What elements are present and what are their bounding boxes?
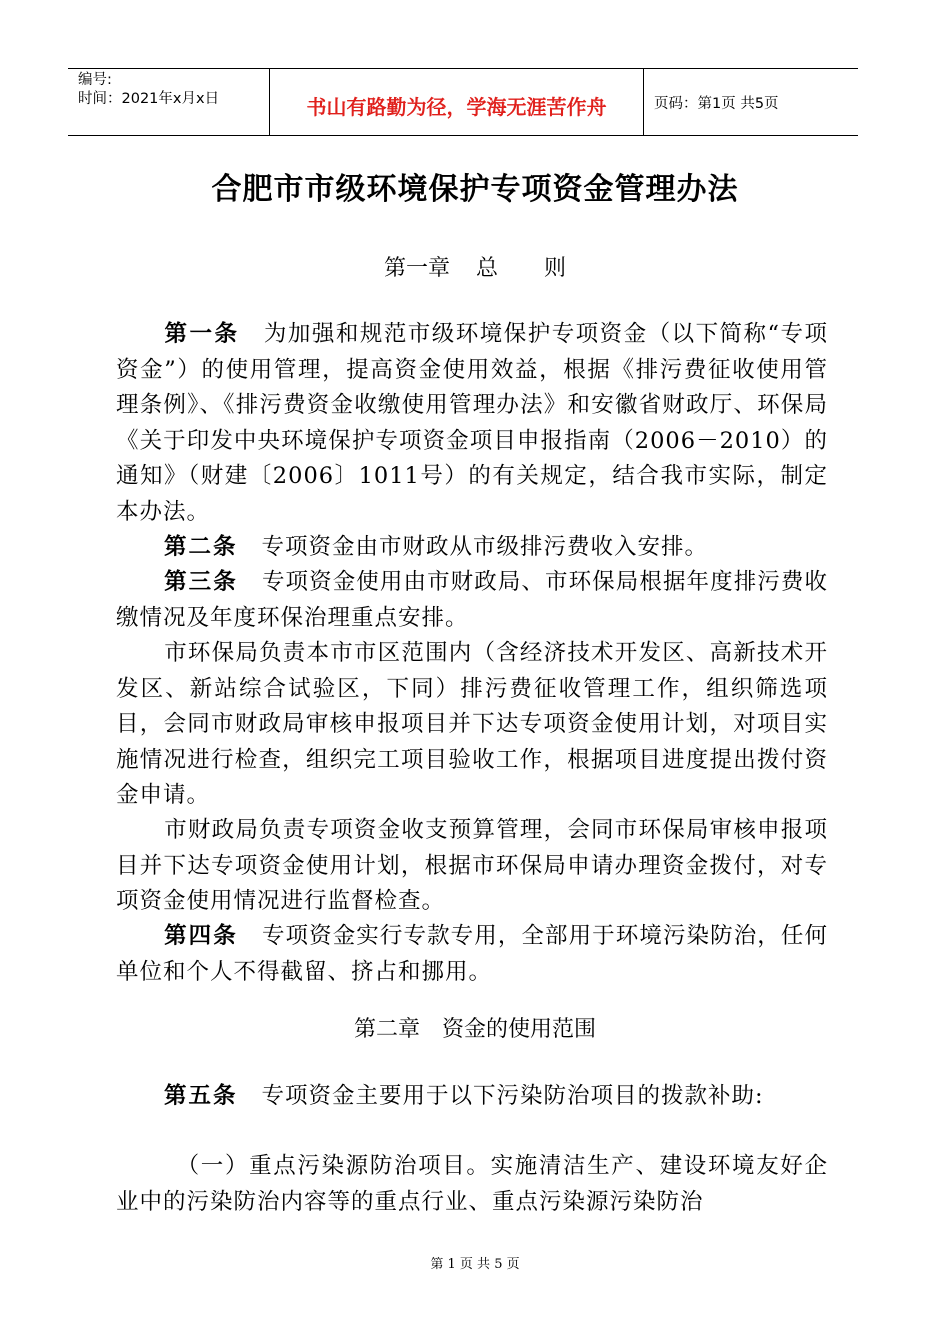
- article-2-label: 第二条: [164, 534, 238, 560]
- chapter-1-heading: [0, 251, 950, 282]
- article-4: [116, 919, 828, 990]
- chapter-1-char-2: 则: [544, 256, 567, 281]
- article-3-p2-text: 市环保局负责本市市区范围内（含经济技术开发区、高新技术开发区、新站综合试验区，下同）排污费征收管理工作，组织筛选项目，会同市财政局审核申报项目并下达专项资金使用计划，对项目实施情况进行检查，组织完工项目验收工作，根据项目进度提出拨付资金申请。: [116, 640, 828, 808]
- header-meta: [68, 69, 270, 135]
- article-2-text: 专项资金由市财政从市级排污费收入安排。: [261, 534, 709, 560]
- chapter-2-heading: [0, 1012, 950, 1043]
- document-title: 合肥市市级环境保护专项资金管理办法: [211, 172, 739, 207]
- article-3-text: 专项资金使用由市财政局、市环保局根据年度排污费收缴情况及年度环保治理重点安排。: [116, 569, 828, 631]
- chapter-1-prefix: 第一章: [383, 256, 450, 281]
- article-3: [116, 565, 828, 636]
- document-header: [68, 68, 858, 136]
- number-label: 编号:: [78, 72, 112, 88]
- article-3-paragraph-3: [116, 813, 828, 920]
- article-3-p3-text: 市财政局负责专项资金收支预算管理，会同市环保局审核申报项目并下达专项资金使用计划，根据市环保局申请办理资金拨付，对专项资金使用情况进行监督检查。: [116, 817, 828, 914]
- article-1-text: 为加强和规范市级环境保护专项资金（以下简称“专项资金”）的使用管理，提高资金使用效益，根据《排污费征收使用管理条例》、《排污费资金收缴使用管理办法》和安徽省财政厅、环保局《关于印发中央环境保护专项资金项目申报指南（2006－2010）的通知》（财建〔2006〕1011号）的有关规定，结合我市实际，制定本办法。: [116, 321, 828, 525]
- article-5: [116, 1079, 828, 1115]
- article-5-label: 第五条: [164, 1083, 238, 1109]
- header-page-info: 页码：第1页 共5页: [654, 96, 779, 112]
- article-1-label: 第一条: [164, 321, 240, 347]
- chapter-2-name: 资金的使用范围: [442, 1017, 597, 1042]
- page-footer: 第 1 页 共 5 页: [430, 1257, 520, 1272]
- header-motto: 书山有路勤为径，学海无涯苦作舟: [270, 69, 644, 135]
- article-4-label: 第四条: [164, 923, 238, 949]
- chapter-1-char-1: 总: [475, 256, 498, 281]
- article-5-item-1: [116, 1149, 828, 1220]
- chapter-2-prefix: 第二章: [353, 1017, 420, 1042]
- article-1: [116, 317, 828, 530]
- article-3-label: 第三条: [164, 569, 238, 595]
- article-5-text: 专项资金主要用于以下污染防治项目的拨款补助:: [261, 1083, 764, 1109]
- article-5-item-1-text: （一）重点污染源防治项目。实施清洁生产、建设环境友好企业中的污染防治内容等的重点行业、重点污染源污染防治: [116, 1153, 828, 1215]
- time-label: 时间：2021年x月x日: [78, 91, 220, 107]
- article-4-text: 专项资金实行专款专用，全部用于环境污染防治，任何单位和个人不得截留、挤占和挪用。: [116, 923, 828, 985]
- article-3-paragraph-2: [116, 636, 828, 814]
- article-2: [116, 530, 828, 566]
